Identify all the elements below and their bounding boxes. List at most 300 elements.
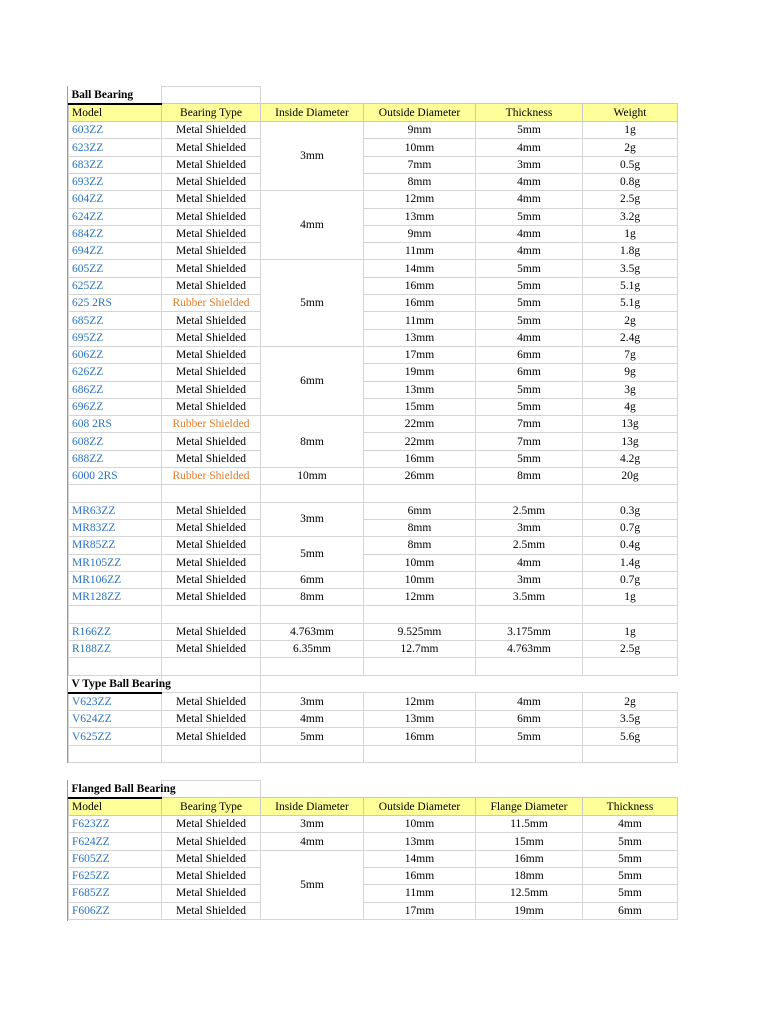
outside-cell: 12mm bbox=[364, 589, 476, 606]
inside-diameter-cell: 3mm bbox=[261, 122, 364, 191]
table-row bbox=[69, 173, 678, 190]
weight-cell: 5.1g bbox=[583, 277, 678, 294]
model-cell: MR128ZZ bbox=[69, 589, 162, 606]
table-row bbox=[69, 554, 678, 571]
table-row bbox=[69, 243, 678, 260]
model-cell: R166ZZ bbox=[69, 623, 162, 640]
model-cell: 683ZZ bbox=[69, 156, 162, 173]
table-row bbox=[69, 122, 678, 139]
blank-cell bbox=[364, 745, 476, 762]
table-row bbox=[69, 902, 678, 919]
thickness-cell: 6mm bbox=[476, 346, 583, 363]
thickness-cell: 5mm bbox=[583, 850, 678, 867]
v-type-title: V Type Ball Bearing bbox=[69, 675, 162, 693]
table-row bbox=[69, 260, 678, 277]
outside-cell: 8mm bbox=[364, 173, 476, 190]
ball-bearing-header-row bbox=[69, 104, 678, 122]
weight-cell: 0.3g bbox=[583, 502, 678, 519]
outside-cell: 13mm bbox=[364, 208, 476, 225]
outside-cell: 10mm bbox=[364, 571, 476, 588]
bearing-type-cell: Metal Shielded bbox=[162, 833, 261, 850]
bearing-type-cell: Rubber Shielded bbox=[162, 468, 261, 485]
outside-cell: 9mm bbox=[364, 122, 476, 139]
blank-cell bbox=[162, 658, 261, 675]
outside-cell: 12mm bbox=[364, 191, 476, 208]
outside-cell: 9.525mm bbox=[364, 623, 476, 640]
table-row bbox=[69, 416, 678, 433]
model-cell: V625ZZ bbox=[69, 728, 162, 745]
outside-cell: 17mm bbox=[364, 346, 476, 363]
weight-cell: 3.2g bbox=[583, 208, 678, 225]
weight-cell: 7g bbox=[583, 346, 678, 363]
weight-cell: 2g bbox=[583, 693, 678, 711]
outside-cell: 16mm bbox=[364, 867, 476, 884]
weight-cell: 3.5g bbox=[583, 260, 678, 277]
thickness-cell: 3.5mm bbox=[476, 589, 583, 606]
thickness-cell: 5mm bbox=[476, 312, 583, 329]
weight-cell: 0.7g bbox=[583, 519, 678, 536]
bearing-type-cell: Metal Shielded bbox=[162, 885, 261, 902]
model-cell: F606ZZ bbox=[69, 902, 162, 919]
outside-cell: 16mm bbox=[364, 277, 476, 294]
header-col5: Thickness bbox=[476, 104, 583, 122]
inside-diameter-cell: 6mm bbox=[261, 346, 364, 415]
model-cell: 605ZZ bbox=[69, 260, 162, 277]
bearing-type-cell: Metal Shielded bbox=[162, 502, 261, 519]
table-row bbox=[69, 364, 678, 381]
thickness-cell: 5mm bbox=[476, 260, 583, 277]
blank-cell bbox=[583, 606, 678, 623]
weight-cell: 2.5g bbox=[583, 641, 678, 658]
weight-cell: 4.2g bbox=[583, 450, 678, 467]
ball-bearing-table bbox=[68, 86, 678, 763]
inside-diameter-cell: 10mm bbox=[261, 468, 364, 485]
model-cell: 625 2RS bbox=[69, 295, 162, 312]
bearing-type-cell: Metal Shielded bbox=[162, 260, 261, 277]
bearing-type-cell: Metal Shielded bbox=[162, 225, 261, 242]
table-row bbox=[69, 728, 678, 745]
table-row bbox=[69, 156, 678, 173]
bearing-type-cell: Metal Shielded bbox=[162, 398, 261, 415]
flanged-ball-bearing-table bbox=[68, 780, 678, 920]
thickness-cell: 6mm bbox=[476, 364, 583, 381]
header-inside-diameter: Inside Diameter bbox=[261, 104, 364, 122]
model-cell: 625ZZ bbox=[69, 277, 162, 294]
flange-cell: 12.5mm bbox=[476, 885, 583, 902]
thickness-cell: 4.763mm bbox=[476, 641, 583, 658]
blank-cell bbox=[476, 745, 583, 762]
thickness-cell: 4mm bbox=[476, 693, 583, 711]
ball-bearing-title-row bbox=[69, 87, 678, 104]
outside-cell: 14mm bbox=[364, 260, 476, 277]
ball-bearing-title: Ball Bearing bbox=[69, 87, 162, 104]
flange-cell: 19mm bbox=[476, 902, 583, 919]
inside-diameter-cell: 8mm bbox=[261, 589, 364, 606]
weight-cell: 3.5g bbox=[583, 711, 678, 728]
weight-cell: 4g bbox=[583, 398, 678, 415]
model-cell: 696ZZ bbox=[69, 398, 162, 415]
bearing-type-cell: Metal Shielded bbox=[162, 139, 261, 156]
header-col5: Flange Diameter bbox=[476, 798, 583, 816]
inside-diameter-cell: 6.35mm bbox=[261, 641, 364, 658]
model-cell: 688ZZ bbox=[69, 450, 162, 467]
bearing-type-cell: Rubber Shielded bbox=[162, 416, 261, 433]
weight-cell: 9g bbox=[583, 364, 678, 381]
weight-cell: 5.6g bbox=[583, 728, 678, 745]
inside-diameter-cell: 4mm bbox=[261, 833, 364, 850]
weight-cell: 13g bbox=[583, 433, 678, 450]
table-row bbox=[69, 693, 678, 711]
table-row bbox=[69, 191, 678, 208]
table-row bbox=[69, 381, 678, 398]
model-cell: 694ZZ bbox=[69, 243, 162, 260]
bearing-type-cell: Metal Shielded bbox=[162, 191, 261, 208]
thickness-cell: 4mm bbox=[476, 139, 583, 156]
table-row bbox=[69, 850, 678, 867]
outside-cell: 16mm bbox=[364, 450, 476, 467]
weight-cell: 5.1g bbox=[583, 295, 678, 312]
table-row bbox=[69, 277, 678, 294]
model-cell: 608 2RS bbox=[69, 416, 162, 433]
outside-cell: 10mm bbox=[364, 139, 476, 156]
bearing-type-cell: Metal Shielded bbox=[162, 381, 261, 398]
bearing-type-cell: Rubber Shielded bbox=[162, 295, 261, 312]
header-outside-diameter: Outside Diameter bbox=[364, 798, 476, 816]
inside-diameter-cell: 5mm bbox=[261, 850, 364, 919]
table-row bbox=[69, 589, 678, 606]
outside-cell: 15mm bbox=[364, 398, 476, 415]
weight-cell: 2g bbox=[583, 139, 678, 156]
outside-cell: 13mm bbox=[364, 381, 476, 398]
thickness-cell: 2.5mm bbox=[476, 537, 583, 554]
outside-cell: 26mm bbox=[364, 468, 476, 485]
inside-diameter-cell: 5mm bbox=[261, 537, 364, 572]
table-row bbox=[69, 398, 678, 415]
table-row bbox=[69, 208, 678, 225]
flanged-title-row bbox=[69, 781, 678, 798]
header-bearing-type: Bearing Type bbox=[162, 798, 261, 816]
blank-cell bbox=[364, 658, 476, 675]
title-blank bbox=[261, 781, 678, 798]
table-row bbox=[69, 502, 678, 519]
thickness-cell: 3mm bbox=[476, 519, 583, 536]
model-cell: 6000 2RS bbox=[69, 468, 162, 485]
inside-diameter-cell: 6mm bbox=[261, 571, 364, 588]
flanged-title: Flanged Ball Bearing bbox=[69, 781, 162, 798]
thickness-cell: 4mm bbox=[476, 191, 583, 208]
model-cell: F605ZZ bbox=[69, 850, 162, 867]
flange-cell: 15mm bbox=[476, 833, 583, 850]
weight-cell: 2g bbox=[583, 312, 678, 329]
thickness-cell: 6mm bbox=[583, 902, 678, 919]
bearing-type-cell: Metal Shielded bbox=[162, 623, 261, 640]
bearing-type-cell: Metal Shielded bbox=[162, 364, 261, 381]
bearing-type-cell: Metal Shielded bbox=[162, 641, 261, 658]
model-cell: F685ZZ bbox=[69, 885, 162, 902]
model-cell: 686ZZ bbox=[69, 381, 162, 398]
model-cell: 604ZZ bbox=[69, 191, 162, 208]
weight-cell: 1g bbox=[583, 589, 678, 606]
thickness-cell: 5mm bbox=[476, 381, 583, 398]
bearing-type-cell: Metal Shielded bbox=[162, 122, 261, 139]
weight-cell: 20g bbox=[583, 468, 678, 485]
table-row bbox=[69, 329, 678, 346]
bearing-type-cell: Metal Shielded bbox=[162, 728, 261, 745]
inside-diameter-cell: 3mm bbox=[261, 693, 364, 711]
v-type-title-row bbox=[69, 675, 678, 693]
thickness-cell: 5mm bbox=[476, 277, 583, 294]
table-row bbox=[69, 867, 678, 884]
blank-cell bbox=[476, 485, 583, 502]
model-cell: 623ZZ bbox=[69, 139, 162, 156]
table-row bbox=[69, 711, 678, 728]
weight-cell: 0.8g bbox=[583, 173, 678, 190]
thickness-cell: 5mm bbox=[476, 208, 583, 225]
bearing-type-cell: Metal Shielded bbox=[162, 277, 261, 294]
thickness-cell: 7mm bbox=[476, 433, 583, 450]
blank-row bbox=[69, 606, 678, 623]
thickness-cell: 3.175mm bbox=[476, 623, 583, 640]
table-row bbox=[69, 433, 678, 450]
bearing-type-cell: Metal Shielded bbox=[162, 173, 261, 190]
thickness-cell: 7mm bbox=[476, 416, 583, 433]
flanged-header-row bbox=[69, 798, 678, 816]
bearing-type-cell: Metal Shielded bbox=[162, 816, 261, 833]
bearing-type-cell: Metal Shielded bbox=[162, 537, 261, 554]
thickness-cell: 4mm bbox=[476, 554, 583, 571]
weight-cell: 1g bbox=[583, 623, 678, 640]
weight-cell: 1.8g bbox=[583, 243, 678, 260]
bearing-type-cell: Metal Shielded bbox=[162, 329, 261, 346]
outside-cell: 13mm bbox=[364, 329, 476, 346]
table-row bbox=[69, 519, 678, 536]
outside-cell: 17mm bbox=[364, 902, 476, 919]
header-col6: Weight bbox=[583, 104, 678, 122]
blank-cell bbox=[364, 485, 476, 502]
model-cell: MR105ZZ bbox=[69, 554, 162, 571]
blank-cell bbox=[583, 745, 678, 762]
table-row bbox=[69, 623, 678, 640]
thickness-cell: 4mm bbox=[476, 173, 583, 190]
header-model: Model bbox=[69, 798, 162, 816]
header-col6: Thickness bbox=[583, 798, 678, 816]
blank-cell bbox=[261, 658, 364, 675]
table-row bbox=[69, 295, 678, 312]
outside-cell: 8mm bbox=[364, 537, 476, 554]
outside-cell: 9mm bbox=[364, 225, 476, 242]
model-cell: MR63ZZ bbox=[69, 502, 162, 519]
outside-cell: 11mm bbox=[364, 885, 476, 902]
thickness-cell: 4mm bbox=[476, 243, 583, 260]
thickness-cell: 5mm bbox=[476, 450, 583, 467]
blank-cell bbox=[162, 485, 261, 502]
thickness-cell: 5mm bbox=[583, 885, 678, 902]
bearing-type-cell: Metal Shielded bbox=[162, 554, 261, 571]
blank-cell bbox=[476, 606, 583, 623]
outside-cell: 22mm bbox=[364, 433, 476, 450]
model-cell: F624ZZ bbox=[69, 833, 162, 850]
blank-cell bbox=[583, 485, 678, 502]
blank-cell bbox=[162, 745, 261, 762]
outside-cell: 11mm bbox=[364, 312, 476, 329]
table-row bbox=[69, 816, 678, 833]
table-row bbox=[69, 139, 678, 156]
inside-diameter-cell: 5mm bbox=[261, 728, 364, 745]
blank-cell bbox=[364, 606, 476, 623]
bearing-type-cell: Metal Shielded bbox=[162, 589, 261, 606]
outside-cell: 11mm bbox=[364, 243, 476, 260]
thickness-cell: 4mm bbox=[583, 816, 678, 833]
table-row bbox=[69, 346, 678, 363]
inside-diameter-cell: 3mm bbox=[261, 502, 364, 537]
model-cell: 603ZZ bbox=[69, 122, 162, 139]
thickness-cell: 6mm bbox=[476, 711, 583, 728]
model-cell: 695ZZ bbox=[69, 329, 162, 346]
table-row bbox=[69, 468, 678, 485]
blank-cell bbox=[69, 658, 162, 675]
outside-cell: 13mm bbox=[364, 711, 476, 728]
outside-cell: 6mm bbox=[364, 502, 476, 519]
weight-cell: 0.5g bbox=[583, 156, 678, 173]
bearing-type-cell: Metal Shielded bbox=[162, 902, 261, 919]
bearing-type-cell: Metal Shielded bbox=[162, 867, 261, 884]
blank-cell bbox=[162, 606, 261, 623]
weight-cell: 1g bbox=[583, 122, 678, 139]
table-row bbox=[69, 571, 678, 588]
bearing-type-cell: Metal Shielded bbox=[162, 450, 261, 467]
weight-cell: 13g bbox=[583, 416, 678, 433]
inside-diameter-cell: 4mm bbox=[261, 191, 364, 260]
weight-cell: 2.5g bbox=[583, 191, 678, 208]
bearing-type-cell: Metal Shielded bbox=[162, 346, 261, 363]
outside-cell: 7mm bbox=[364, 156, 476, 173]
model-cell: 626ZZ bbox=[69, 364, 162, 381]
thickness-cell: 5mm bbox=[476, 295, 583, 312]
thickness-cell: 4mm bbox=[476, 329, 583, 346]
model-cell: 684ZZ bbox=[69, 225, 162, 242]
blank-row bbox=[69, 485, 678, 502]
model-cell: 606ZZ bbox=[69, 346, 162, 363]
bearing-type-cell: Metal Shielded bbox=[162, 208, 261, 225]
table-row bbox=[69, 833, 678, 850]
blank-cell bbox=[69, 745, 162, 762]
title-blank bbox=[261, 87, 678, 104]
blank-cell bbox=[69, 485, 162, 502]
thickness-cell: 3mm bbox=[476, 156, 583, 173]
outside-cell: 14mm bbox=[364, 850, 476, 867]
bearing-type-cell: Metal Shielded bbox=[162, 156, 261, 173]
bearing-type-cell: Metal Shielded bbox=[162, 433, 261, 450]
weight-cell: 0.4g bbox=[583, 537, 678, 554]
blank-cell bbox=[261, 745, 364, 762]
title-spacer-cell bbox=[162, 87, 261, 104]
thickness-cell: 3mm bbox=[476, 571, 583, 588]
model-cell: V624ZZ bbox=[69, 711, 162, 728]
outside-cell: 12mm bbox=[364, 693, 476, 711]
header-inside-diameter: Inside Diameter bbox=[261, 798, 364, 816]
bearing-type-cell: Metal Shielded bbox=[162, 711, 261, 728]
model-cell: V623ZZ bbox=[69, 693, 162, 711]
bearing-type-cell: Metal Shielded bbox=[162, 519, 261, 536]
thickness-cell: 5mm bbox=[476, 122, 583, 139]
bearing-type-cell: Metal Shielded bbox=[162, 571, 261, 588]
bearing-type-cell: Metal Shielded bbox=[162, 312, 261, 329]
title-spacer-cell bbox=[162, 781, 261, 798]
outside-cell: 16mm bbox=[364, 728, 476, 745]
bearing-type-cell: Metal Shielded bbox=[162, 693, 261, 711]
flange-cell: 18mm bbox=[476, 867, 583, 884]
model-cell: F625ZZ bbox=[69, 867, 162, 884]
table-row bbox=[69, 225, 678, 242]
blank-cell bbox=[261, 606, 364, 623]
header-outside-diameter: Outside Diameter bbox=[364, 104, 476, 122]
outside-cell: 22mm bbox=[364, 416, 476, 433]
flange-cell: 11.5mm bbox=[476, 816, 583, 833]
table-row bbox=[69, 885, 678, 902]
thickness-cell: 5mm bbox=[583, 833, 678, 850]
bearing-type-cell: Metal Shielded bbox=[162, 850, 261, 867]
weight-cell: 2.4g bbox=[583, 329, 678, 346]
table-row bbox=[69, 312, 678, 329]
model-cell: R188ZZ bbox=[69, 641, 162, 658]
model-cell: F623ZZ bbox=[69, 816, 162, 833]
inside-diameter-cell: 8mm bbox=[261, 416, 364, 468]
model-cell: MR106ZZ bbox=[69, 571, 162, 588]
bearing-type-cell: Metal Shielded bbox=[162, 243, 261, 260]
blank-row bbox=[69, 658, 678, 675]
weight-cell: 1.4g bbox=[583, 554, 678, 571]
blank-cell bbox=[476, 658, 583, 675]
inside-diameter-cell: 4mm bbox=[261, 711, 364, 728]
thickness-cell: 2.5mm bbox=[476, 502, 583, 519]
inside-diameter-cell: 5mm bbox=[261, 260, 364, 346]
inside-diameter-cell: 4.763mm bbox=[261, 623, 364, 640]
thickness-cell: 5mm bbox=[583, 867, 678, 884]
outside-cell: 8mm bbox=[364, 519, 476, 536]
table-row bbox=[69, 537, 678, 554]
header-bearing-type: Bearing Type bbox=[162, 104, 261, 122]
weight-cell: 0.7g bbox=[583, 571, 678, 588]
outside-cell: 13mm bbox=[364, 833, 476, 850]
inside-diameter-cell: 3mm bbox=[261, 816, 364, 833]
model-cell: MR85ZZ bbox=[69, 537, 162, 554]
thickness-cell: 8mm bbox=[476, 468, 583, 485]
title-spacer-cell bbox=[162, 675, 261, 693]
model-cell: 685ZZ bbox=[69, 312, 162, 329]
model-cell: 624ZZ bbox=[69, 208, 162, 225]
table-row bbox=[69, 450, 678, 467]
title-blank bbox=[261, 675, 678, 693]
model-cell: 608ZZ bbox=[69, 433, 162, 450]
outside-cell: 10mm bbox=[364, 816, 476, 833]
outside-cell: 16mm bbox=[364, 295, 476, 312]
flange-cell: 16mm bbox=[476, 850, 583, 867]
outside-cell: 12.7mm bbox=[364, 641, 476, 658]
table-row bbox=[69, 641, 678, 658]
blank-cell bbox=[261, 485, 364, 502]
blank-cell bbox=[583, 658, 678, 675]
outside-cell: 10mm bbox=[364, 554, 476, 571]
weight-cell: 3g bbox=[583, 381, 678, 398]
blank-cell bbox=[69, 606, 162, 623]
model-cell: 693ZZ bbox=[69, 173, 162, 190]
weight-cell: 1g bbox=[583, 225, 678, 242]
thickness-cell: 4mm bbox=[476, 225, 583, 242]
blank-row bbox=[69, 745, 678, 762]
model-cell: MR83ZZ bbox=[69, 519, 162, 536]
thickness-cell: 5mm bbox=[476, 398, 583, 415]
header-model: Model bbox=[69, 104, 162, 122]
